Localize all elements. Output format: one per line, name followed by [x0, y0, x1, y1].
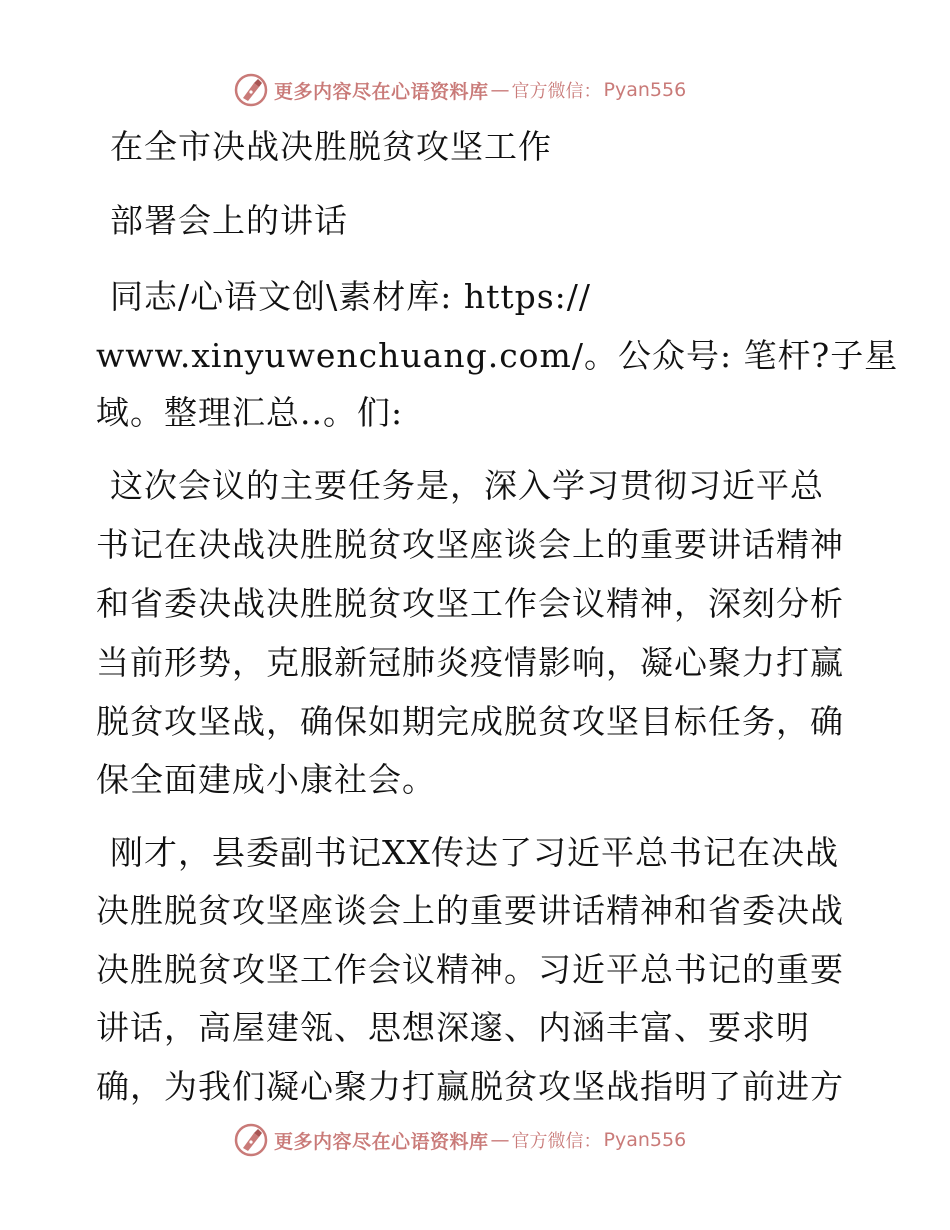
document-title-line-1: 在全市决战决胜脱贫攻坚工作: [110, 127, 552, 166]
banner-wechat-label: 官方微信：: [511, 81, 602, 102]
paragraph-1-line: 这次会议的主要任务是，深入学习贯彻习近平总: [110, 466, 824, 505]
banner-site-text: 更多内容尽在心语资料库: [274, 1130, 489, 1153]
banner-wechat-id: Pyan556: [603, 1129, 687, 1151]
paragraph-1-line: 保全面建成小康社会。: [96, 760, 436, 799]
banner-wechat-id: Pyan556: [603, 79, 687, 101]
paragraph-2-line: 决胜脱贫攻坚座谈会上的重要讲话精神和省委决战: [96, 891, 844, 930]
paragraph-1-line: 和省委决战决胜脱贫攻坚工作会议精神，深刻分析: [96, 584, 844, 623]
document-title-line-2: 部署会上的讲话: [110, 201, 348, 240]
footer-watermark-banner[interactable]: [234, 1122, 686, 1158]
paragraph-1-line: 当前形势，克服新冠肺炎疫情影响，凝心聚力打赢: [96, 643, 844, 682]
banner-dash: —: [490, 79, 510, 101]
pen-nib-circle-icon: [234, 1123, 268, 1157]
pen-nib-circle-icon: [234, 73, 268, 107]
paragraph-2-line: 决胜脱贫攻坚工作会议精神。习近平总书记的重要: [96, 950, 844, 989]
banner-wechat-label: 官方微信：: [511, 1131, 602, 1152]
paragraph-2-line: 刚才，县委副书记XX传达了习近平总书记在决战: [110, 833, 839, 872]
banner-dash: —: [490, 1129, 510, 1151]
header-watermark-banner[interactable]: [234, 72, 686, 108]
banner-site-text: 更多内容尽在心语资料库: [274, 80, 489, 103]
salutation-line: www.xinyuwenchuang.com/。公众号: 笔杆?子星: [96, 336, 899, 375]
paragraph-1-line: 书记在决战决胜脱贫攻坚座谈会上的重要讲话精神: [96, 525, 844, 564]
salutation-line: 同志/心语文创\素材库: https://: [110, 277, 592, 316]
paragraph-1-line: 脱贫攻坚战，确保如期完成脱贫攻坚目标任务，确: [96, 702, 844, 741]
paragraph-2-line: 讲话，高屋建瓴、思想深邃、内涵丰富、要求明: [96, 1008, 810, 1047]
paragraph-2-line: 确，为我们凝心聚力打赢脱贫攻坚战指明了前进方: [96, 1067, 844, 1106]
salutation-line: 域。整理汇总..。们:: [96, 393, 404, 432]
